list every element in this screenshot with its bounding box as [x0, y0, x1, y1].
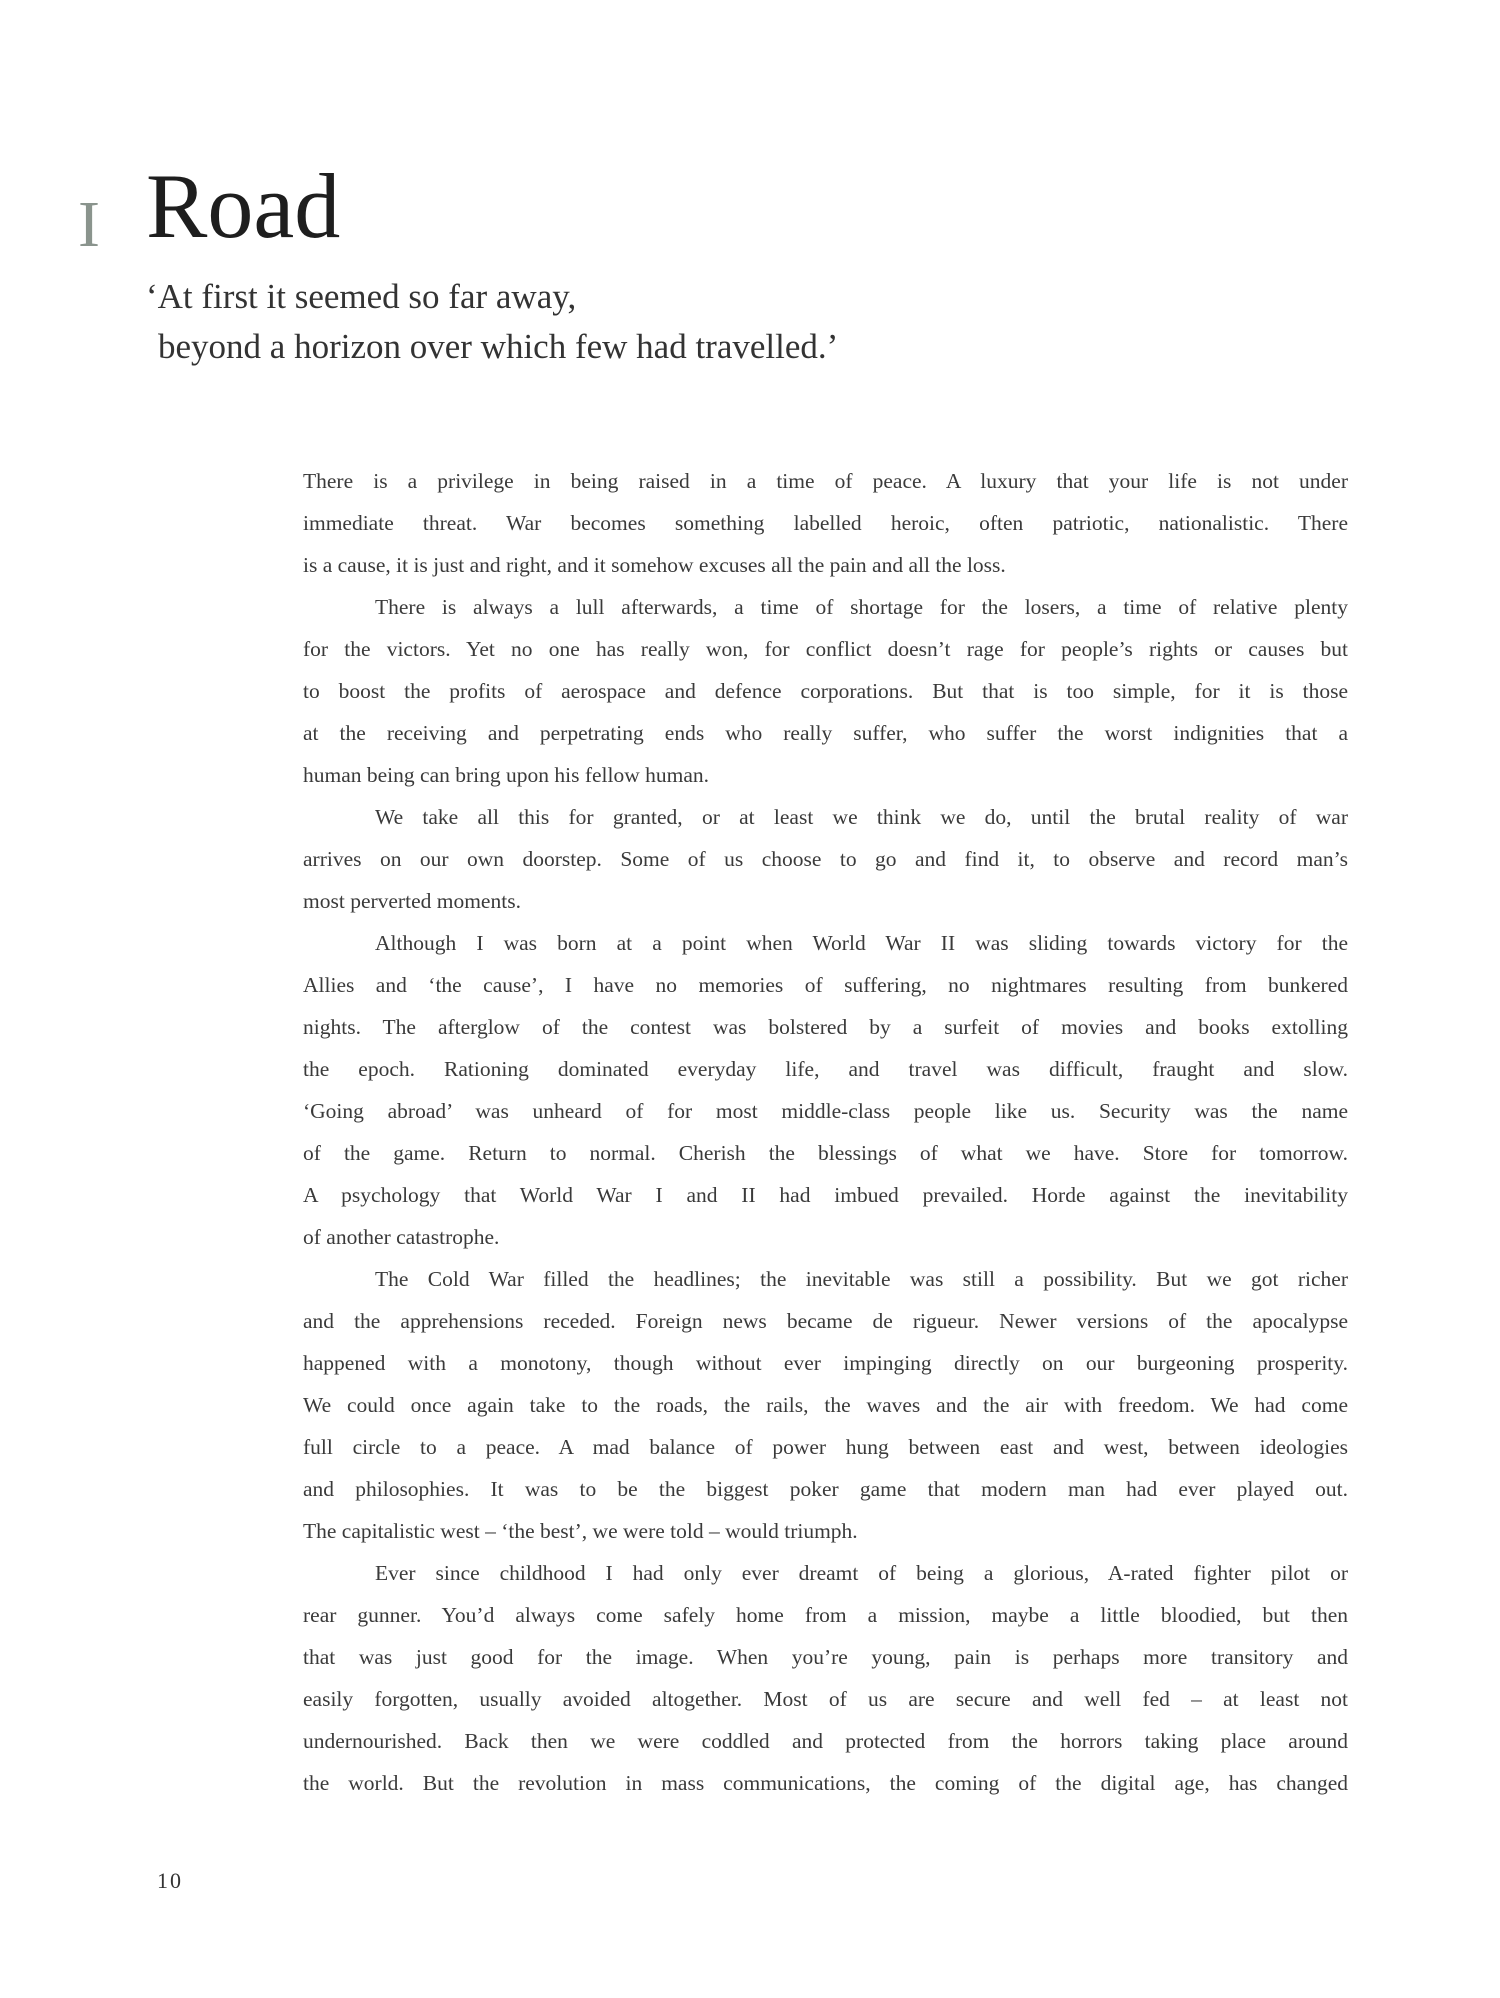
text-line: The capitalistic west – ‘the best’, we were told – would triumph.: [303, 1519, 858, 1543]
paragraph: [303, 922, 1348, 1258]
text-line: the epoch. Rationing dominated everyday life, and travel was difficult, fraught and slow.: [303, 1057, 1348, 1081]
text-line: The Cold War filled the headlines; the inevitable was still a possibility. But we got richer: [375, 1267, 1348, 1291]
text-line: for the victors. Yet no one has really won, for conflict doesn’t rage for people’s rights or causes but: [303, 637, 1348, 661]
text-line: and the apprehensions receded. Foreign news became de rigueur. Newer versions of the apocalypse: [303, 1309, 1348, 1333]
text-line: A psychology that World War I and II had imbued prevailed. Horde against the inevitability: [303, 1183, 1348, 1207]
text-line: is a cause, it is just and right, and it somehow excuses all the pain and all the loss.: [303, 553, 1006, 577]
text-line: Ever since childhood I had only ever dreamt of being a glorious, A-rated fighter pilot or: [375, 1561, 1348, 1585]
text-line: nights. The afterglow of the contest was bolstered by a surfeit of movies and books extolling: [303, 1015, 1348, 1039]
text-line: ‘Going abroad’ was unheard of for most middle-class people like us. Security was the name: [303, 1099, 1348, 1123]
text-line: happened with a monotony, though without ever impinging directly on our burgeoning prosperity.: [303, 1351, 1348, 1375]
chapter-title: Road: [146, 155, 341, 257]
text-line: most perverted moments.: [303, 889, 521, 913]
text-line: full circle to a peace. A mad balance of power hung between east and west, between ideologies: [303, 1435, 1348, 1459]
text-line: the world. But the revolution in mass communications, the coming of the digital age, has changed: [303, 1771, 1348, 1795]
paragraph: [303, 1552, 1348, 1804]
epigraph-line: ‘At first it seemed so far away,: [146, 277, 577, 316]
text-line: Although I was born at a point when World War II was sliding towards victory for the: [375, 931, 1348, 955]
text-line: at the receiving and perpetrating ends who really suffer, who suffer the worst indignities that a: [303, 721, 1348, 745]
text-line: undernourished. Back then we were coddled and protected from the horrors taking place around: [303, 1729, 1348, 1753]
text-line: immediate threat. War becomes something labelled heroic, often patriotic, nationalistic. There: [303, 511, 1348, 535]
page-number: 10: [157, 1868, 183, 1893]
text-line: and philosophies. It was to be the biggest poker game that modern man had ever played out.: [303, 1477, 1348, 1501]
paragraph: [303, 1258, 1348, 1552]
paragraph: [303, 586, 1348, 796]
text-line: There is a privilege in being raised in a time of peace. A luxury that your life is not under: [303, 469, 1348, 493]
text-line: of the game. Return to normal. Cherish the blessings of what we have. Store for tomorrow.: [303, 1141, 1348, 1165]
epigraph-line: beyond a horizon over which few had travelled.’: [158, 327, 839, 366]
text-line: arrives on our own doorstep. Some of us choose to go and find it, to observe and record man’s: [303, 847, 1348, 871]
text-line: to boost the profits of aerospace and defence corporations. But that is too simple, for it is those: [303, 679, 1348, 703]
epigraph: [146, 272, 1296, 372]
text-line: Allies and ‘the cause’, I have no memories of suffering, no nightmares resulting from bunkered: [303, 973, 1348, 997]
chapter-number: I: [78, 188, 101, 261]
text-line: easily forgotten, usually avoided altogether. Most of us are secure and well fed – at least not: [303, 1687, 1348, 1711]
body-text: [303, 460, 1348, 1804]
text-line: We could once again take to the roads, the rails, the waves and the air with freedom. We had come: [303, 1393, 1348, 1417]
text-line: of another catastrophe.: [303, 1225, 500, 1249]
paragraph: [303, 460, 1348, 586]
text-line: We take all this for granted, or at least we think we do, until the brutal reality of war: [375, 805, 1348, 829]
text-line: rear gunner. You’d always come safely home from a mission, maybe a little bloodied, but then: [303, 1603, 1348, 1627]
paragraph: [303, 796, 1348, 922]
text-line: human being can bring upon his fellow human.: [303, 763, 710, 787]
text-line: There is always a lull afterwards, a time of shortage for the losers, a time of relative plenty: [375, 595, 1348, 619]
text-line: that was just good for the image. When you’re young, pain is perhaps more transitory and: [303, 1645, 1348, 1669]
